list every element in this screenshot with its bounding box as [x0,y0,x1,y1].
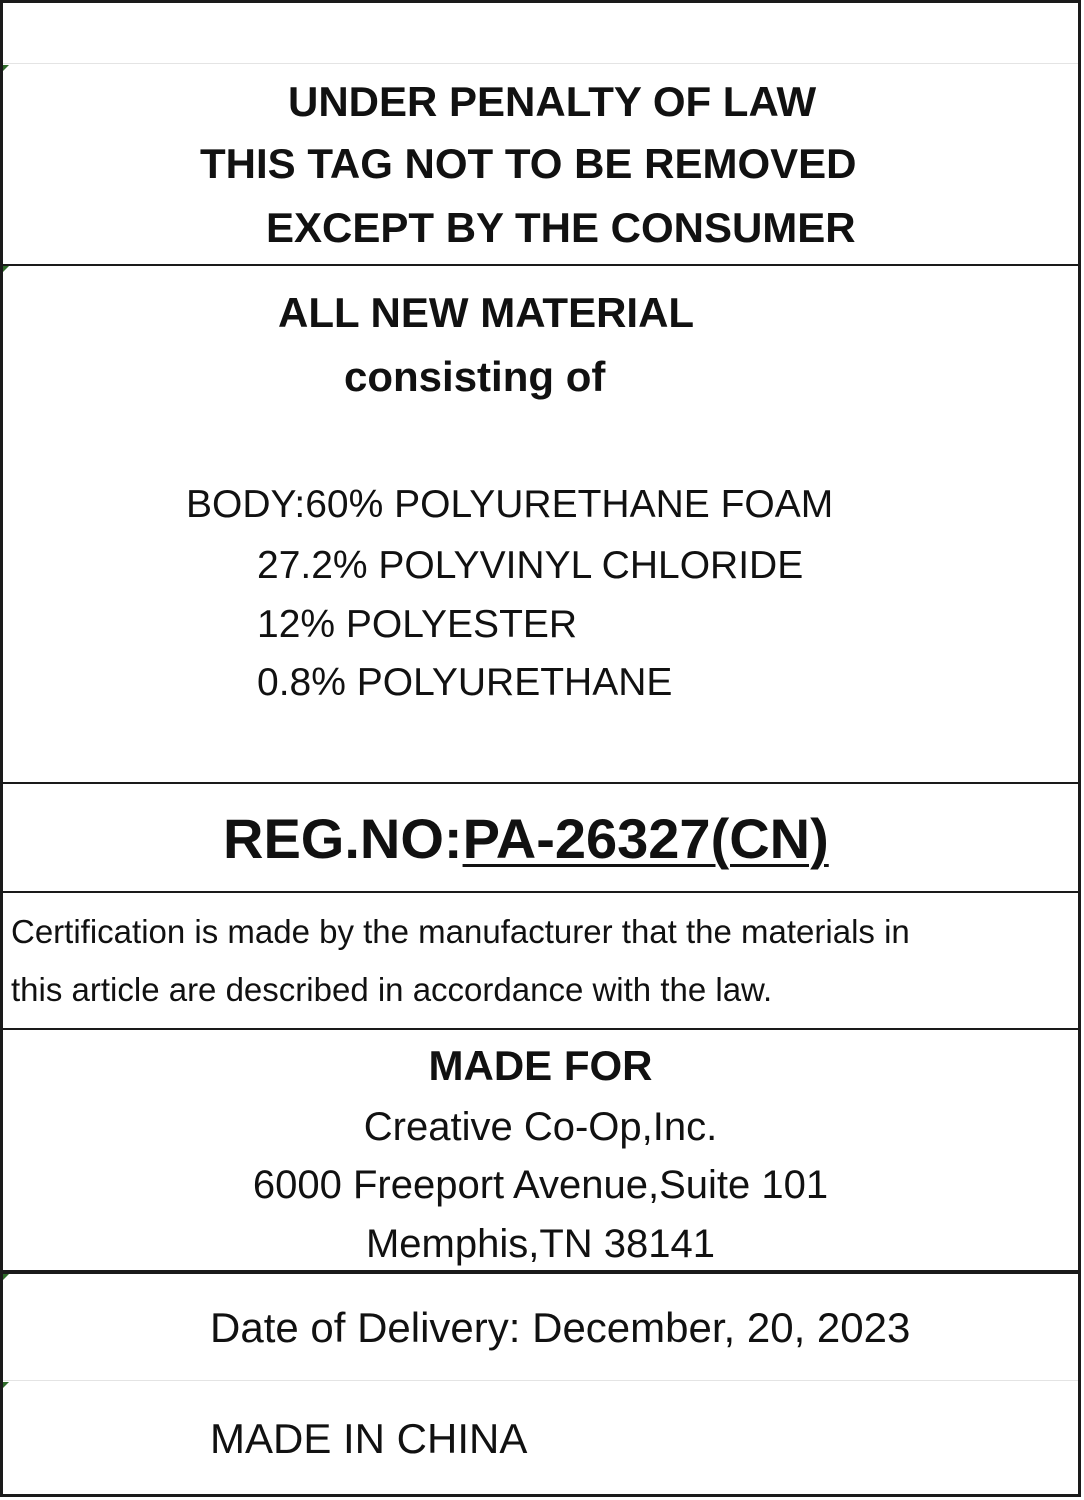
corner-mark [3,1382,9,1388]
divider-certification [3,1028,1078,1030]
warning-line-2: THIS TAG NOT TO BE REMOVED [200,140,857,187]
made-for-heading: MADE FOR [428,1042,653,1089]
warning-line-1: UNDER PENALTY OF LAW [288,78,817,125]
material-line: 0.8% POLYURETHANE [257,661,673,704]
made-for-company: Creative Co-Op,Inc. [363,1105,718,1149]
corner-mark [3,65,9,71]
made-for-address-2: Memphis,TN 38141 [365,1222,716,1266]
divider-material [3,782,1078,784]
corner-mark [3,266,9,272]
certification-line-1: Certification is made by the manufacturer that the materials in [11,913,910,950]
divider-registration [3,891,1078,893]
material-heading: ALL NEW MATERIAL [278,289,695,336]
country-of-origin: MADE IN CHINA [210,1415,528,1462]
made-for-address-1: 6000 Freeport Avenue,Suite 101 [252,1163,829,1207]
divider-top [3,63,1078,64]
registration-number: PA-26327(CN) [462,807,829,870]
warning-line-3: EXCEPT BY THE CONSUMER [266,204,856,251]
material-line-body: BODY:60% POLYURETHANE FOAM [186,483,834,526]
delivery-date: Date of Delivery: December, 20, 2023 [210,1304,911,1351]
registration-label: REG.NO: [223,807,463,870]
material-line: 27.2% POLYVINYL CHLORIDE [257,544,804,587]
certification-line-2: this article are described in accordance with the law. [11,971,773,1008]
divider-warning [3,264,1078,266]
material-subheading: consisting of [344,353,606,400]
material-line: 12% POLYESTER [257,603,578,646]
registration-line [223,807,829,870]
corner-mark [3,1274,9,1280]
divider-made-for [3,1270,1078,1274]
divider-delivery [3,1380,1078,1381]
